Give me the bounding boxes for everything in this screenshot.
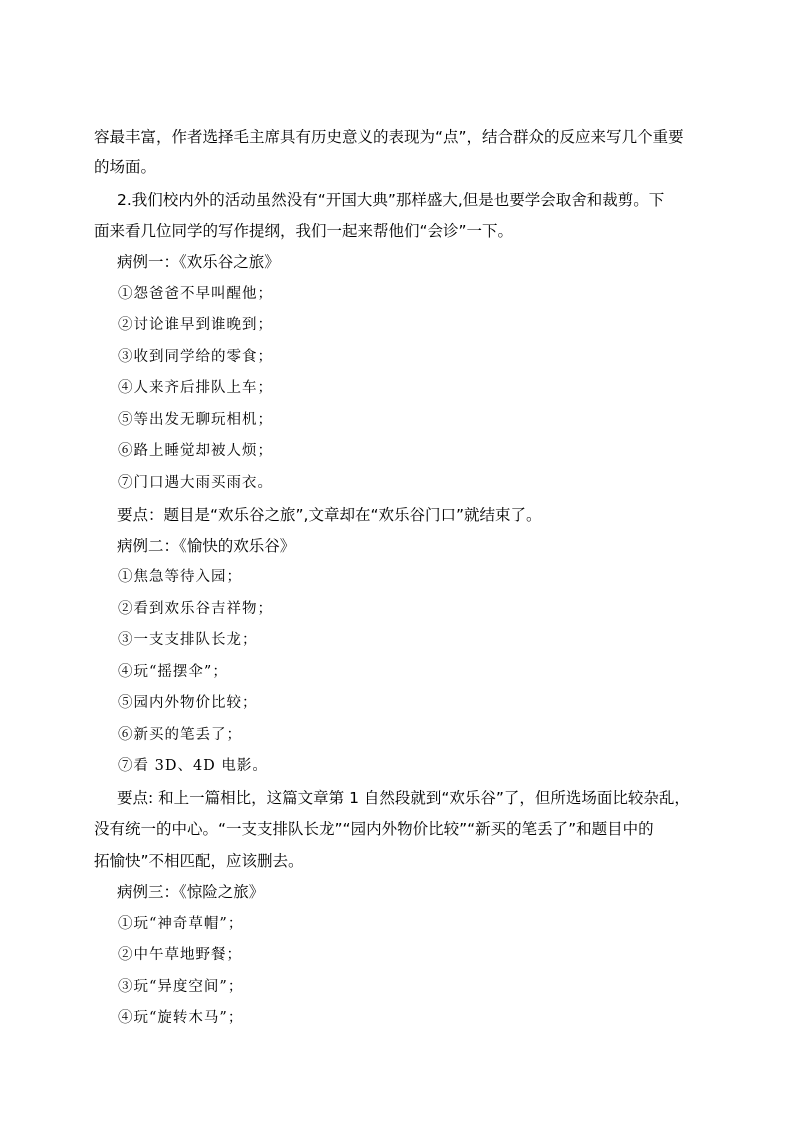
- list-item: ①焦急等待入园；: [118, 569, 242, 585]
- example-point: 拓愉快”不相匹配，应该删去。: [94, 852, 304, 870]
- list-item: ②讨论谁早到谁晚到；: [118, 317, 273, 333]
- list-item: ⑥新买的笔丢了；: [118, 727, 242, 743]
- paragraph-line: 的场面。: [94, 158, 157, 176]
- list-item: ①怨爸爸不早叫醒他；: [118, 286, 273, 302]
- list-item: ⑦看 3D、4D 电影。: [118, 758, 268, 774]
- list-item: ①玩“神奇草帽”；: [118, 916, 244, 932]
- list-item: ④人来齐后排队上车；: [118, 380, 273, 396]
- example-point: 要点：题目是“欢乐谷之旅”,文章却在“欢乐谷门口”就结束了。: [117, 506, 542, 524]
- paragraph-line: 面来看几位同学的写作提纲，我们一起来帮他们“会诊”一下。: [94, 222, 514, 240]
- list-item: ②中午草地野餐；: [118, 947, 242, 963]
- list-item: ④玩“摇摆伞”；: [118, 664, 228, 680]
- example-point: 要点: 和上一篇相比，这篇文章第 1 自然段就到“欢乐谷”了，但所选场面比较杂乱，: [117, 789, 690, 807]
- list-item: ⑤园内外物价比较；: [118, 695, 258, 711]
- list-item: ③一支支排队长龙；: [118, 632, 258, 648]
- list-item: ③收到同学给的零食；: [118, 349, 273, 365]
- list-item: ②看到欢乐谷吉祥物；: [118, 601, 273, 617]
- example-title: 病例一：《欢乐谷之旅》: [117, 253, 280, 271]
- list-item: ③玩“异度空间”；: [118, 979, 244, 995]
- paragraph-line: 容最丰富，作者选择毛主席具有历史意义的表现为“点”，结合群众的反应来写几个重要: [94, 128, 684, 146]
- list-item: ⑤等出发无聊玩相机；: [118, 412, 273, 428]
- example-title: 病例二：《愉快的欢乐谷》: [117, 537, 296, 555]
- example-point: 没有统一的中心。“一支支排队长龙”“园内外物价比较”“新买的笔丢了”和题目中的: [94, 820, 654, 838]
- list-item: ④玩“旋转木马”；: [118, 1010, 244, 1026]
- paragraph-line: 2.我们校内外的活动虽然没有“开国大典”那样盛大,但是也要学会取舍和裁剪。下: [117, 191, 665, 209]
- list-item: ⑦门口遇大雨买雨衣。: [118, 475, 273, 491]
- list-item: ⑥路上睡觉却被人烦；: [118, 443, 273, 459]
- example-title: 病例三：《惊险之旅》: [117, 883, 265, 901]
